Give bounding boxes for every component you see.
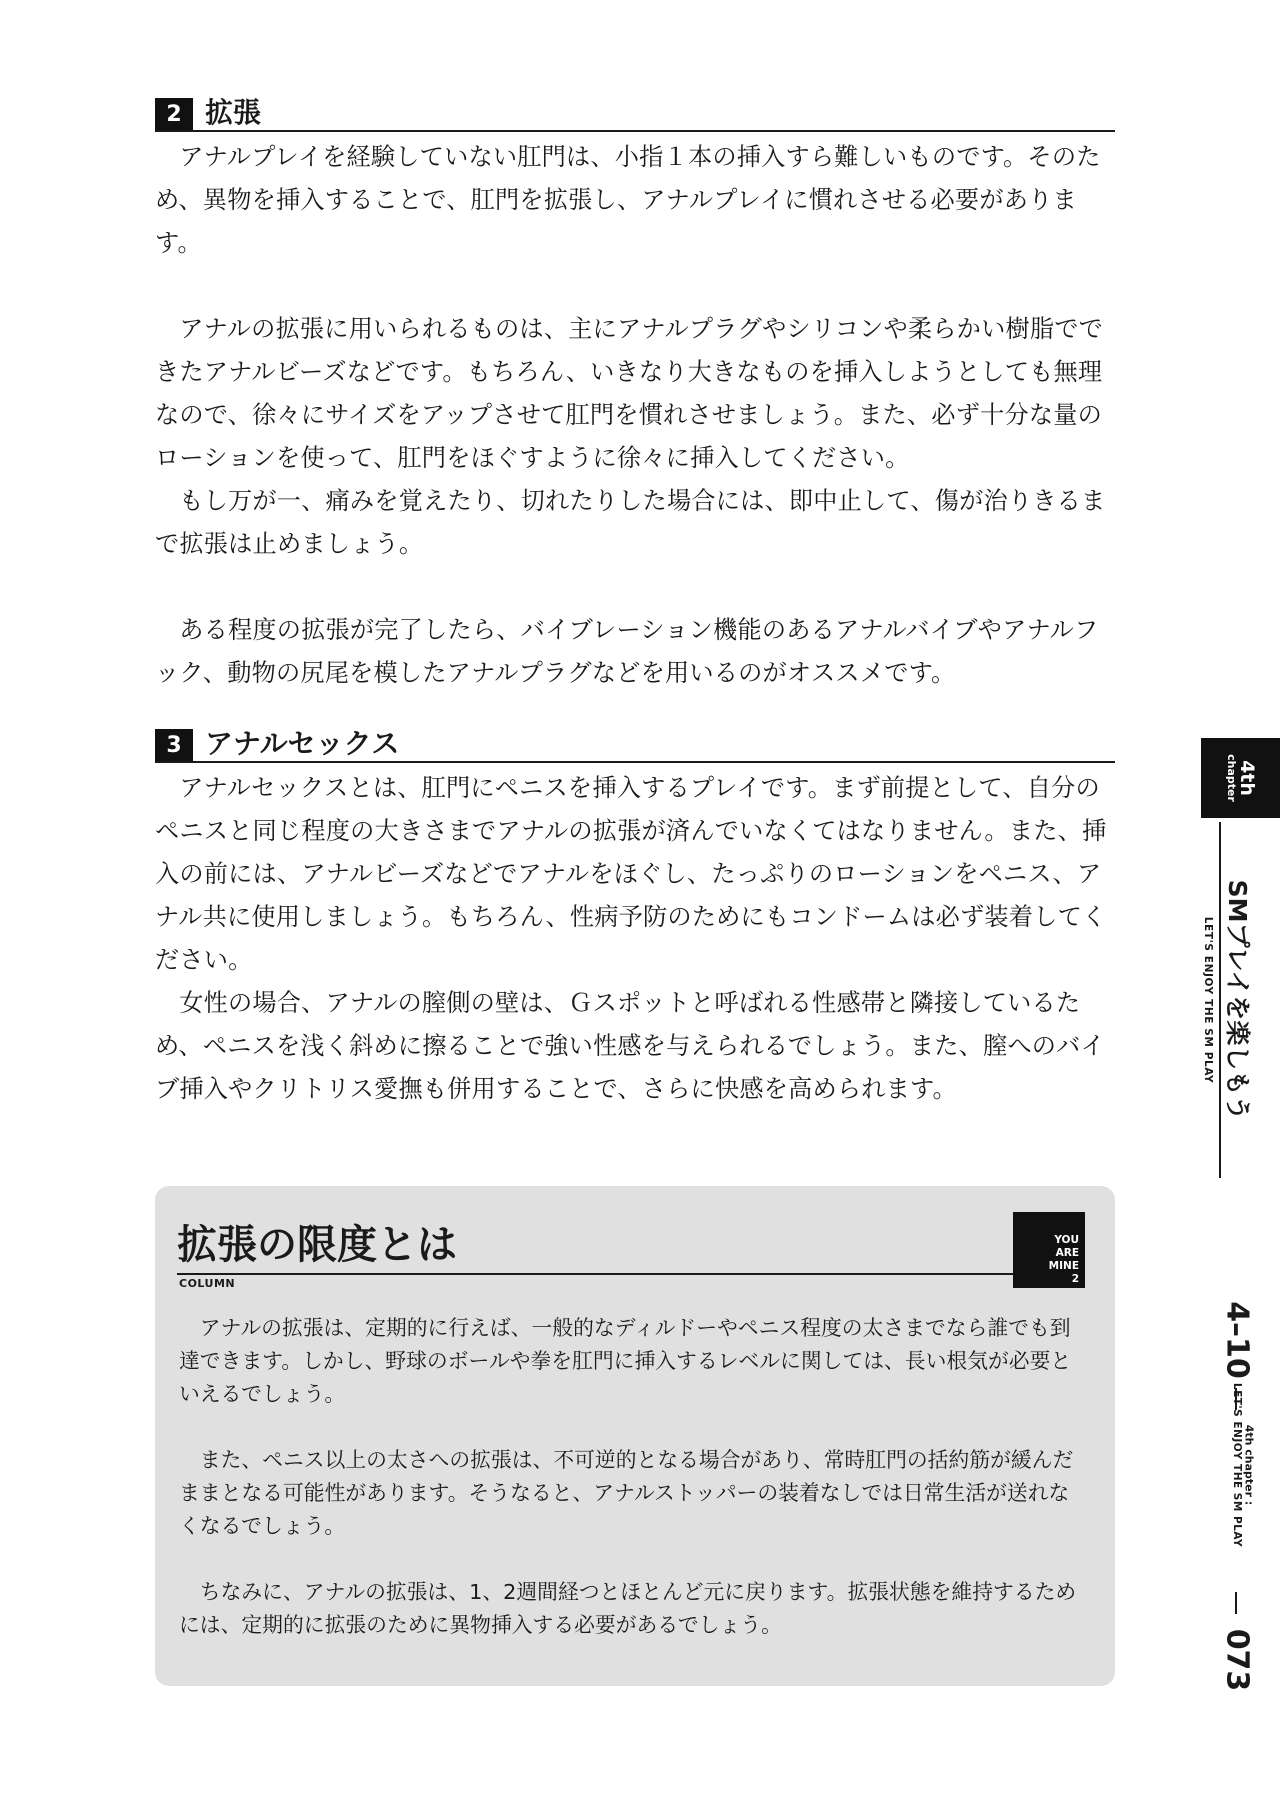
section-3 — [155, 723, 1115, 1111]
column-title: 拡張の限度とは — [177, 1222, 457, 1268]
chapter-subtitle: LET'S ENJOY THE SM PLAY — [1202, 916, 1214, 1084]
chapter-title: SMプレイを楽しもう — [1223, 879, 1252, 1121]
badge-line: MINE — [1048, 1260, 1079, 1272]
chapter-tab-text — [1225, 754, 1257, 802]
section-heading — [155, 723, 1115, 763]
paragraph: もし万が一、痛みを覚えたり、切れたりした場合には、即中止して、傷が治りきるまで拡張は止めましょう。 — [155, 487, 1106, 558]
badge-line: 2 — [1071, 1273, 1079, 1285]
paragraph-gap — [179, 1411, 1089, 1444]
main-content — [155, 92, 1115, 1111]
paragraph: アナルプレイを経験していない肛門は、小指１本の挿入すら難しいものです。そのため、異物を挿入することで、肛門を拡張し、アナルプレイに慣れさせる必要があります。 — [155, 143, 1101, 257]
section-title: アナルセックス — [205, 727, 400, 760]
column-body — [179, 1312, 1089, 1642]
badge-line: YOU — [1054, 1234, 1079, 1246]
chapter-tab-number: 4th — [1236, 760, 1258, 796]
badge-line: ARE — [1055, 1247, 1079, 1259]
footer-separator — [1235, 1592, 1237, 1614]
paragraph: アナルの拡張に用いられるものは、主にアナルプラグやシリコンや柔らかい樹脂でできたアナルビーズなどです。もちろん、いきなり大きなものを挿入しようとしても無理なので、徐々にサイズをアップさせて肛門を慣れさせましょう。また、必ず十分な量のローションを使って、肛門をほぐすように徐々に挿入してください。 — [155, 315, 1104, 472]
paragraph-gap — [179, 1543, 1089, 1576]
column-label: COLUMN — [179, 1277, 236, 1290]
paragraph-gap — [155, 566, 1115, 609]
section-index: 4–10 — [1219, 1301, 1255, 1379]
paragraph: 女性の場合、アナルの膣側の壁は、Ｇスポットと呼ばれる性感帯と隣接しているため、ペニスを浅く斜めに擦ることで強い性感を与えられるでしょう。また、膣へのバイブ挿入やクリトリス愛撫も併用することで、さらに快感を高められます。 — [155, 989, 1105, 1103]
paragraph-gap — [155, 265, 1115, 308]
section-heading — [155, 92, 1115, 132]
section-number-badge: 2 — [155, 98, 193, 130]
footer-chapter-label: 4th chapter : — [1242, 1424, 1256, 1506]
column-divider — [177, 1273, 1027, 1275]
footer-chapter-subtitle: LET'S ENJOY THE SM PLAY — [1231, 1382, 1243, 1548]
section-2 — [155, 92, 1115, 695]
section-number-badge: 3 — [155, 729, 193, 761]
paragraph: ある程度の拡張が完了したら、バイブレーション機能のあるアナルバイブやアナルフック、動物の尻尾を模したアナルプラグなどを用いるのがオススメです。 — [155, 616, 1099, 687]
chapter-tab — [1201, 738, 1280, 818]
column-paragraph: アナルの拡張は、定期的に行えば、一般的なディルドーやペニス程度の太さまでなら誰でも到達できます。しかし、野球のボールや拳を肛門に挿入するレベルに関しては、長い根気が必要といえるでしょう。 — [179, 1316, 1072, 1406]
page-number: 073 — [1219, 1628, 1255, 1692]
column-paragraph: また、ペニス以上の太さへの拡張は、不可逆的となる場合があり、常時肛門の括約筋が緩んだままとなる可能性があります。そうなると、アナルストッパーの装着なしでは日常生活が送れなくなるでしょう。 — [179, 1448, 1074, 1538]
section-title: 拡張 — [205, 96, 262, 129]
column-paragraph: ちなみに、アナルの拡張は、1、2週間経つとほとんど元に戻ります。拡張状態を維持するためには、定期的に拡張のために異物挿入する必要があるでしょう。 — [179, 1580, 1077, 1637]
column-badge — [1013, 1212, 1085, 1288]
chapter-tab-word: chapter — [1225, 754, 1238, 802]
paragraph: アナルセックスとは、肛門にペニスを挿入するプレイです。まず前提として、自分のペニスと同じ程度の大きさまでアナルの拡張が済んでいなくてはなりません。また、挿入の前には、アナルビーズなどでアナルをほぐし、たっぷりのローションをペニス、アナル共に使用しましょう。もちろん、性病予防のためにもコンドームは必ず装着してください。 — [155, 774, 1107, 974]
column-box — [155, 1186, 1115, 1686]
